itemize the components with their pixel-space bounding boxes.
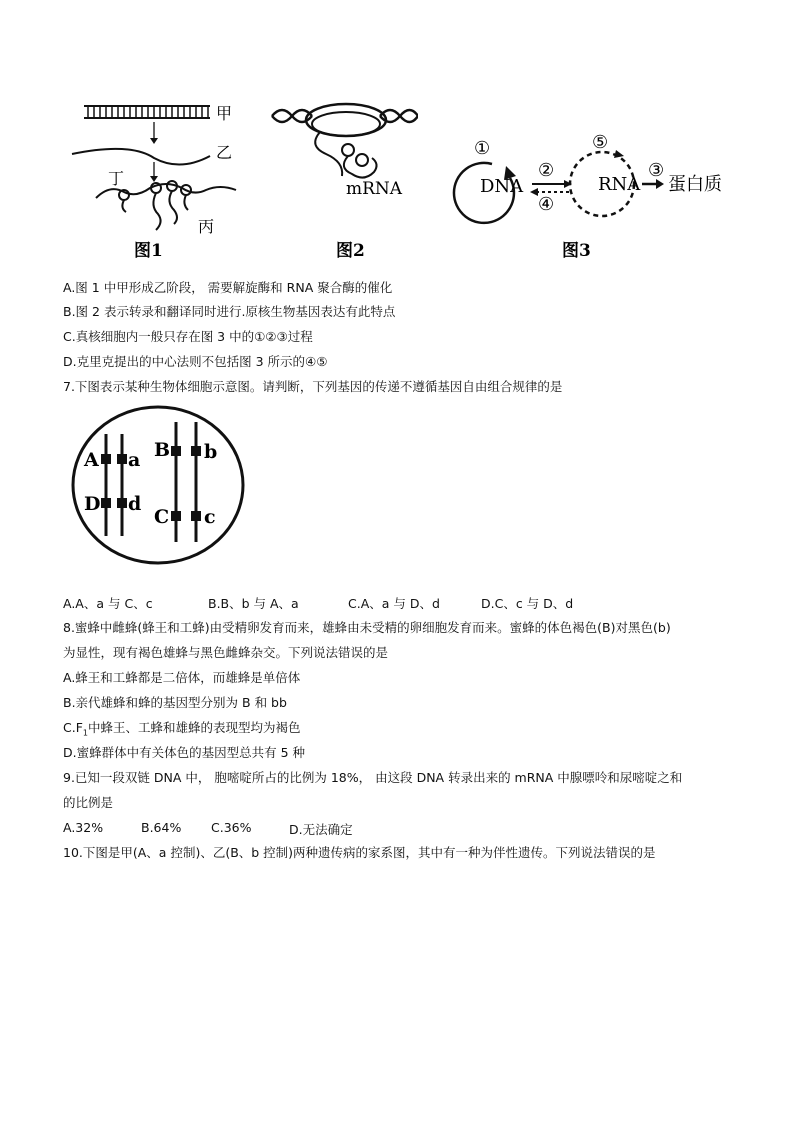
q6-option-c: C.真核细胞内一般只存在图 3 中的①②③过程: [63, 329, 313, 344]
q8-option-c-text: 中蜂王、工蜂和雄蜂的表现型均为褐色: [88, 720, 301, 735]
q9-option-c: C.36%: [211, 820, 252, 835]
q7-option-c: C.A、a 与 D、d: [348, 596, 440, 611]
q8-option-c-prefix: C.F: [63, 720, 83, 735]
q7-option-d: D.C、c 与 D、d: [481, 596, 574, 611]
label-jia: 甲: [216, 104, 233, 123]
q8-option-c: [63, 719, 301, 743]
gene-c: c: [204, 506, 216, 528]
q6-option-d: D.克里克提出的中心法则不包括图 3 所示的④⑤: [63, 354, 328, 369]
q6-option-b: B.图 2 表示转录和翻译同时进行.原核生物基因表达有此特点: [63, 304, 396, 319]
num-4: ④: [538, 194, 555, 215]
num-3: ③: [648, 160, 665, 181]
label-bing: 丙: [198, 217, 215, 236]
q9-stem-line1: 9.已知一段双链 DNA 中， 胞嘧啶所占的比例为 18%， 由这段 DNA 转录出来的 mRNA 中腺嘌呤和尿嘧啶之和: [63, 770, 683, 785]
q8-option-c-subscript: 1: [82, 728, 88, 738]
q7-option-b: B.B、b 与 A、a: [208, 596, 299, 611]
q9-option-b: B.64%: [141, 820, 182, 835]
figure-1: [70, 98, 250, 268]
gene-d: d: [128, 493, 142, 515]
q8-stem-line1: 8.蜜蜂中雌蜂(蜂王和工蜂)由受精卵发育而来，雄蜂由未受精的卵细胞发育而来。蜜蜂的体色褐色(B)对黑色(b): [63, 620, 671, 635]
q8-stem-line2: 为显性，现有褐色雄蜂与黑色雌蜂杂交。下列说法错误的是: [63, 645, 389, 660]
q8-option-d: D.蜜蜂群体中有关体色的基因型总共有 5 种: [63, 745, 305, 760]
figure-1-caption: 图1: [134, 241, 163, 261]
q7-options: [63, 594, 763, 612]
q9-options: [63, 820, 763, 838]
num-5: ⑤: [592, 132, 609, 153]
figure-1-drawing: [70, 98, 250, 268]
figure-2: [268, 98, 418, 268]
gene-A: A: [84, 449, 99, 471]
cell-diagram-drawing: [70, 404, 246, 566]
num-2: ②: [538, 160, 555, 181]
label-yi: 乙: [216, 143, 233, 162]
q6-option-a: A.图 1 中甲形成乙阶段， 需要解旋酶和 RNA 聚合酶的催化: [63, 280, 393, 295]
rna-label: RNA: [598, 174, 641, 195]
cell-diagram: [70, 404, 246, 566]
dna-label: DNA: [480, 176, 524, 197]
figure-3: [452, 98, 732, 268]
label-ding: 丁: [108, 169, 125, 188]
figure-3-drawing: [452, 98, 732, 268]
gene-b: b: [204, 441, 218, 463]
q8-option-b: B.亲代雄蜂和蜂的基因型分别为 B 和 bb: [63, 695, 287, 710]
q10-stem: 10.下图是甲(A、a 控制)、乙(B、b 控制)两种遗传病的家系图，其中有一种为伴性遗传。下列说法错误的是: [63, 845, 656, 860]
q9-stem-line2: 的比例是: [63, 795, 114, 810]
figure-3-caption: 图3: [562, 241, 591, 261]
gene-D: D: [84, 493, 101, 515]
figure-2-drawing: [268, 98, 418, 268]
gene-C: C: [154, 506, 170, 528]
num-1: ①: [474, 138, 491, 159]
protein-label: 蛋白质: [668, 174, 722, 195]
gene-B: B: [154, 439, 171, 461]
q7-stem: 7.下图表示某种生物体细胞示意图。请判断，下列基因的传递不遵循基因自由组合规律的是: [63, 379, 563, 394]
q9-option-d: D.无法确定: [289, 822, 353, 837]
figure-2-caption: 图2: [336, 241, 365, 261]
q7-option-a: A.A、a 与 C、c: [63, 596, 153, 611]
label-mrna: mRNA: [346, 179, 403, 199]
gene-a: a: [128, 449, 141, 471]
q9-option-a: A.32%: [63, 820, 104, 835]
q8-option-a: A.蜂王和工蜂都是二倍体，而雄蜂是单倍体: [63, 670, 301, 685]
